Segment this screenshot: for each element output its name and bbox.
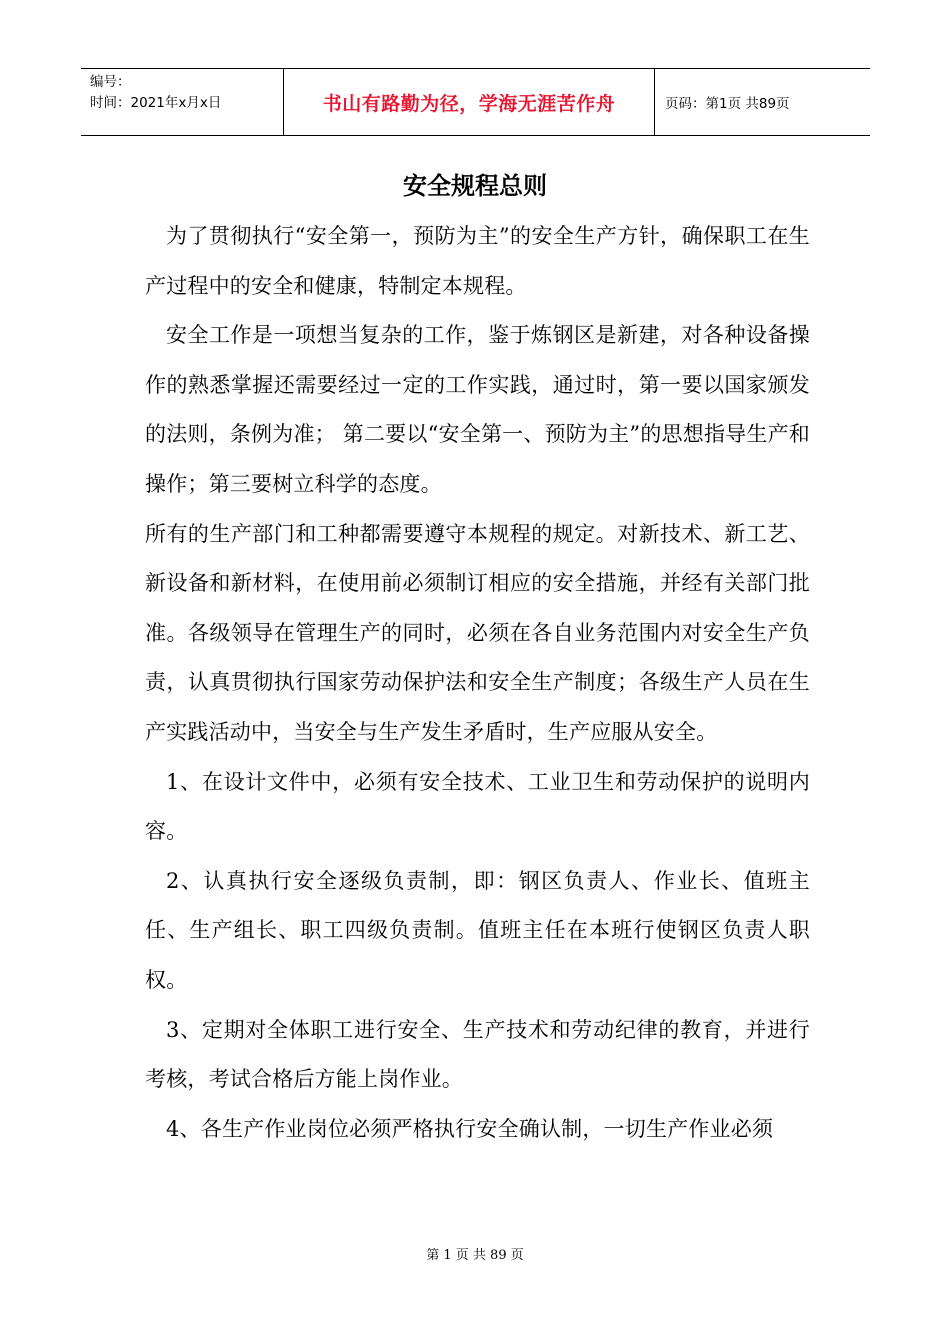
- paragraph-item-4: 4、各生产作业岗位必须严格执行安全确认制，一切生产作业必须: [166, 1116, 774, 1141]
- document-number-label: 编号：: [90, 74, 131, 90]
- document-date-label: 时间：2021年x月x日: [90, 95, 222, 111]
- motto-text: 书山有路勤为径，学海无涯苦作舟: [322, 92, 616, 115]
- paragraph-departments: 所有的生产部门和工种都需要遵守本规程的规定。对新技术、新工艺、新设备和新材料，在使用前必须制订相应的安全措施，并经有关部门批准。各级领导在管理生产的同时，必须在各自业务范围内对安全生产负责，认真贯彻执行国家劳动保护法和安全生产制度；各级生产人员在生产实践活动中，当安全与生产发生矛盾时，生产应服从安全。: [145, 521, 810, 744]
- header-meta-cell: [81, 69, 283, 135]
- document-body: [145, 212, 810, 1154]
- document-title: 安全规程总则: [403, 172, 547, 200]
- header-table: [81, 68, 870, 136]
- paragraph-item-1: 1、在设计文件中，必须有安全技术、工业卫生和劳动保护的说明内容。: [145, 769, 810, 844]
- header-page-info: 页码：第1页 共89页: [665, 96, 790, 112]
- paragraph-safety-work: 安全工作是一项想当复杂的工作，鉴于炼钢区是新建，对各种设备操作的熟悉掌握还需要经过一定的工作实践，通过时，第一要以国家颁发的法则，条例为准； 第二要以“安全第一、预防为主”的思想指导生产和操作；第三要树立科学的态度。: [145, 323, 810, 496]
- paragraph-intro: 为了贯彻执行“安全第一，预防为主”的安全生产方针，确保职工在生产过程中的安全和健康，特制定本规程。: [145, 224, 810, 298]
- header-page-cell: [655, 69, 870, 135]
- paragraph-item-2: 2、认真执行安全逐级负责制，即：钢区负责人、作业长、值班主任、生产组长、职工四级负责制。值班主任在本班行使钢区负责人职权。: [145, 868, 810, 992]
- header-motto-cell: [283, 69, 655, 135]
- page-footer: 第 1 页 共 89 页: [426, 1248, 524, 1263]
- paragraph-item-3: 3、定期对全体职工进行安全、生产技术和劳动纪律的教育，并进行考核，考试合格后方能上岗作业。: [145, 1017, 810, 1092]
